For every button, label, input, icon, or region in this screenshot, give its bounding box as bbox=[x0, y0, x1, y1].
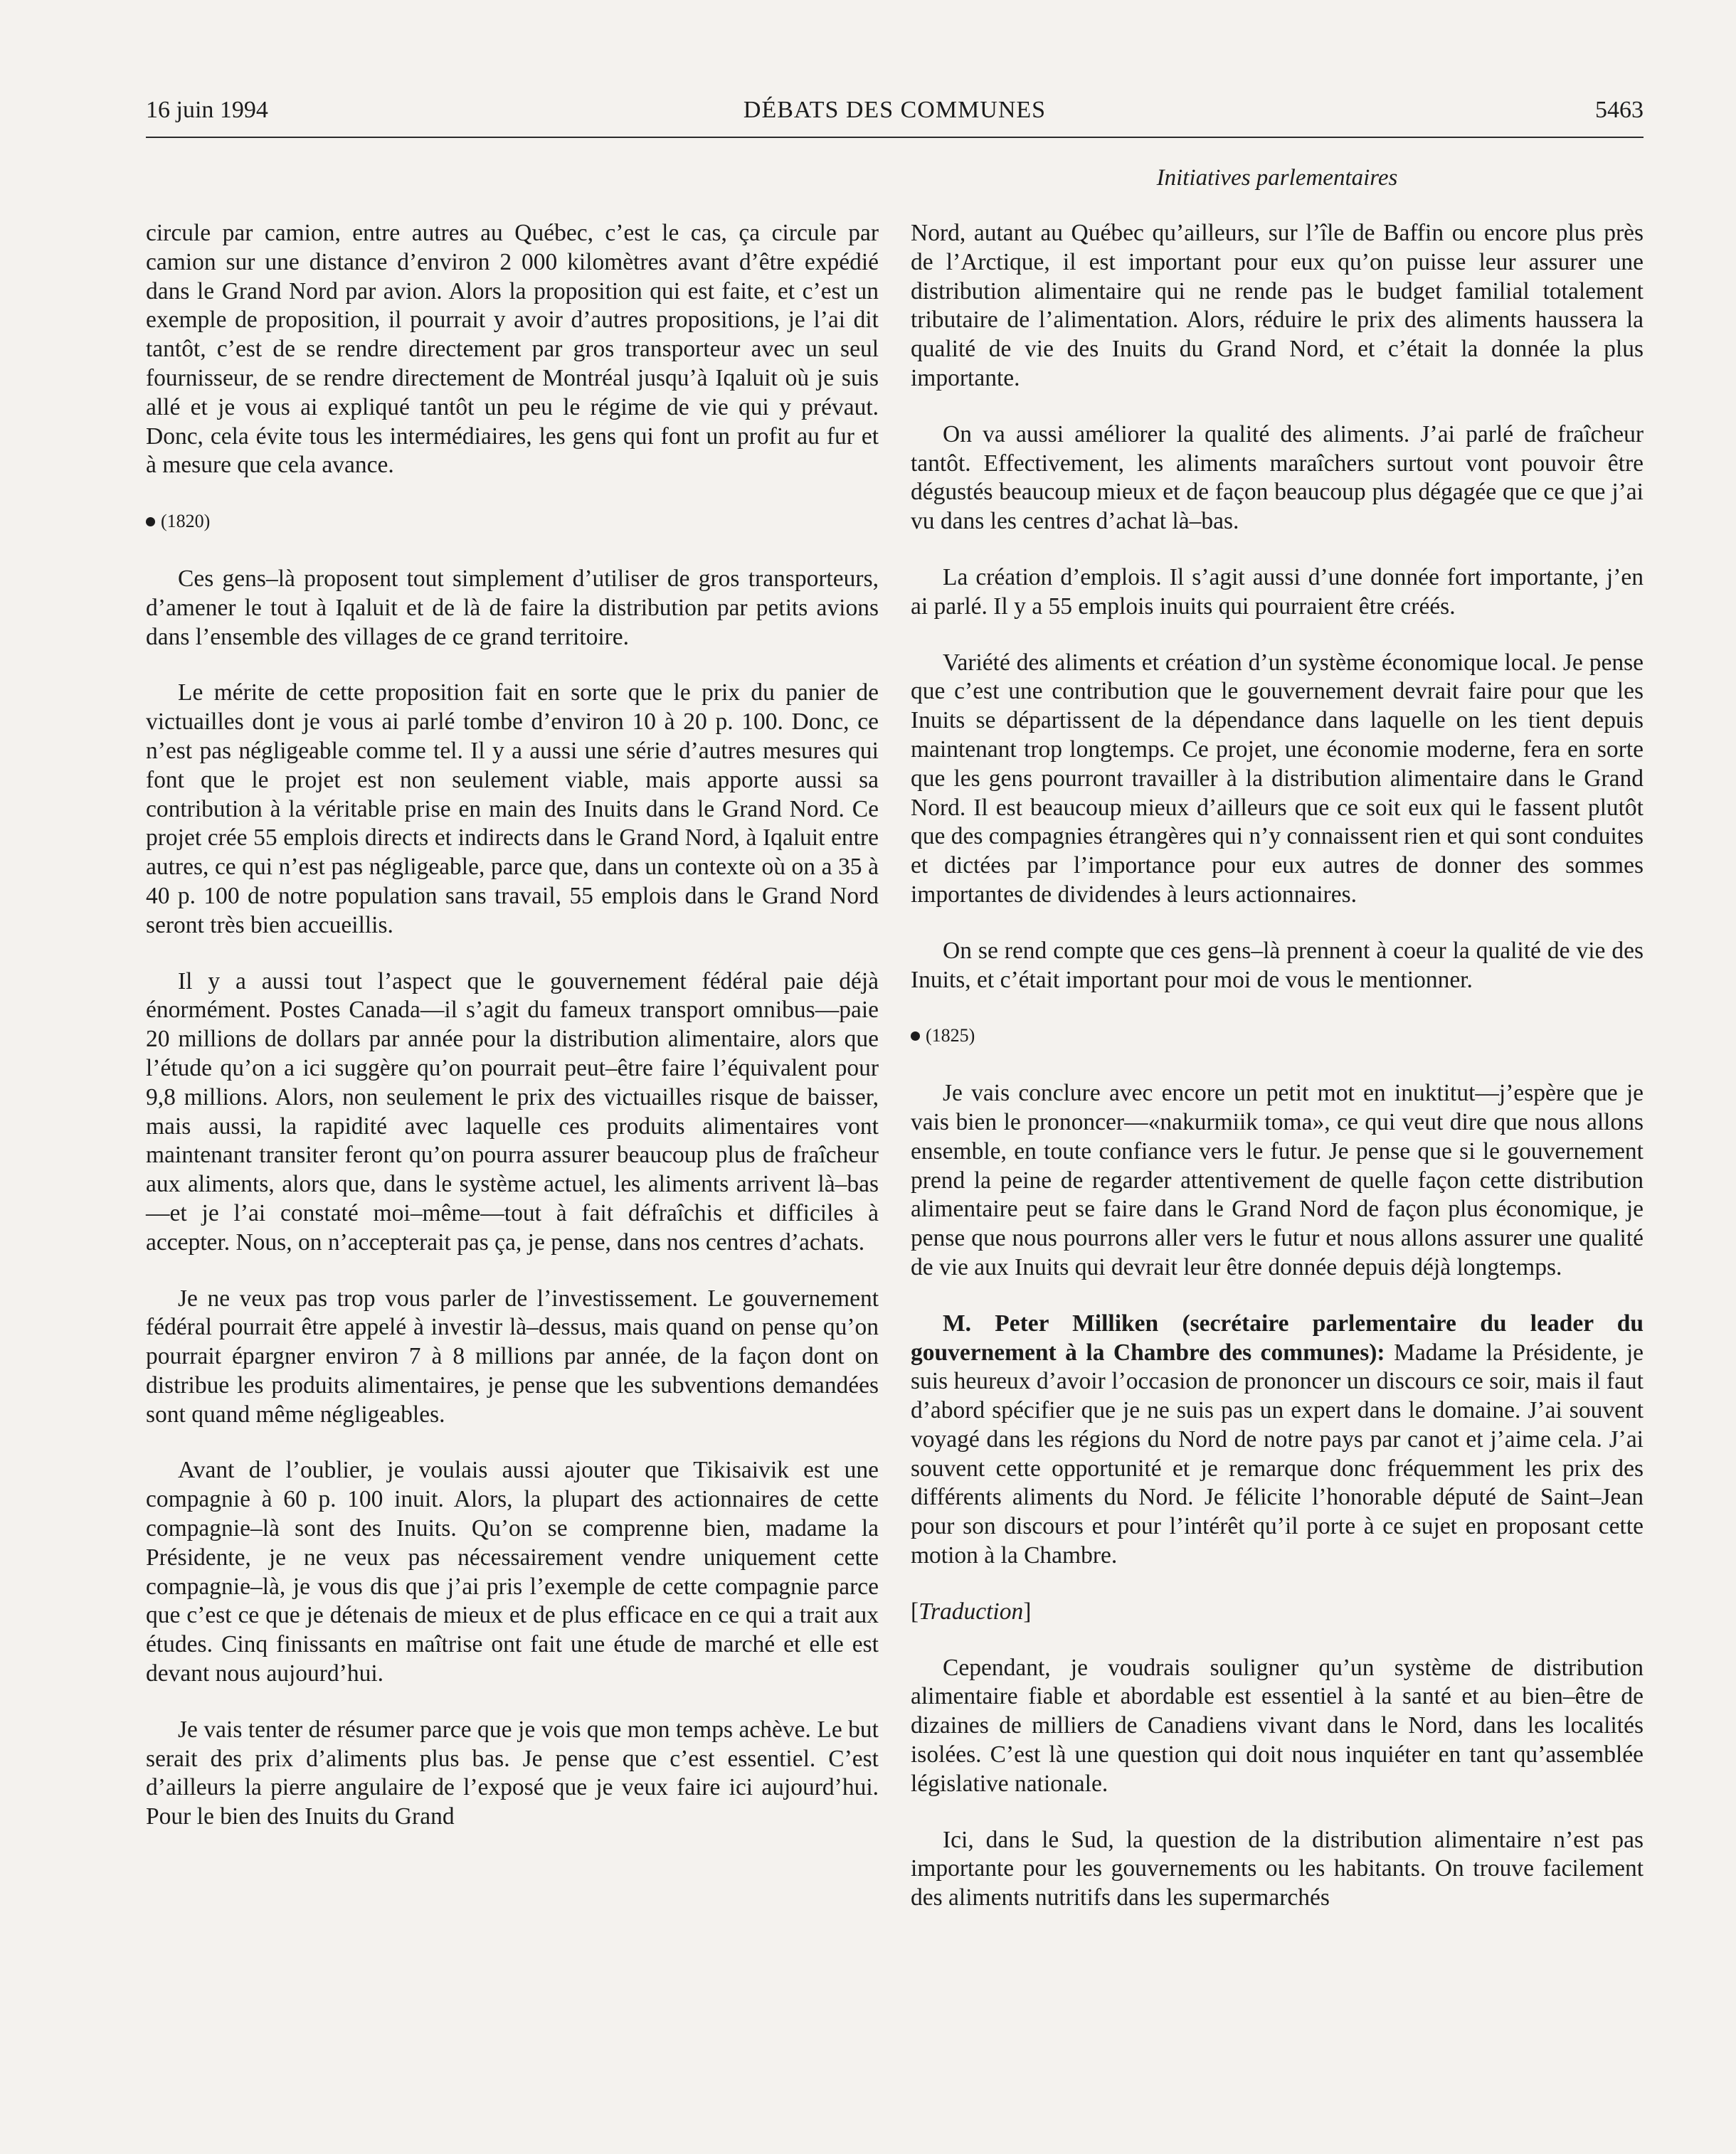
page-header bbox=[146, 94, 1644, 138]
paragraph: Il y a aussi tout l’aspect que le gouvernement fédéral paie déjà énormément. Postes Canada—il s’agit du fameux transport omnibus—paie 20 millions de dollars par année pour la distribution alimentaire, alors que l’étude qu’on a ici suggère qu’on pourrait peut–être faire l’équivalent pour 9,8 millions. Alors, non seulement le prix des victuailles risque de baisser, mais aussi, la rapidité avec laquelle ces produits alimentaires vont maintenant transiter feront qu’on pourra assurer beaucoup plus de fraîcheur aux aliments, alors que, dans le système actuel, les aliments arrivent là–bas—et je l’ai constaté moi–même—tout à fait défraîchis et difficiles à accepter. Nous, on n’accepterait pas ça, je pense, dans nos centres d’achats. bbox=[146, 967, 879, 1256]
paragraph: Variété des aliments et création d’un système économique local. Je pense que c’est une contribution que le gouvernement devrait faire pour que les Inuits se départissent de la dépendance dans laquelle on les tient depuis maintenant trop longtemps. Ce projet, une économie moderne, fera en sorte que les gens pourront travailler à la distribution alimentaire dans le Grand Nord. Il est beaucoup mieux d’ailleurs que ce soit eux qui le fassent plutôt que des compagnies étrangères qui n’y connaissent rien et qui sont conduites et dictées par l’importance pour eux autres de donner des sommes importantes de dividendes à leurs actionnaires. bbox=[911, 649, 1644, 908]
paragraph: Ces gens–là proposent tout simplement d’utiliser de gros transporteurs, d’amener le tout à Iqaluit et de là de faire la distribution par petits avions dans l’ensemble des villages de ce grand territoire. bbox=[146, 565, 879, 650]
paragraph: La création d’emplois. Il s’agit aussi d’une donnée fort importante, j’en ai parlé. Il y a 55 emplois inuits qui pourraient être créés. bbox=[911, 563, 1644, 620]
left-column bbox=[146, 219, 879, 1859]
paragraph: circule par camion, entre autres au Québec, c’est le cas, ça circule par camion sur une distance d’environ 2 000 kilomètres avant d’être expédié dans le Grand Nord par avion. Alors la proposition qui est faite, et c’est un exemple de proposition, il pourrait y avoir d’autres propositions, je l’ai dit tantôt, c’est de se rendre directement par gros transporteur avec un seul fournisseur, de se rendre directement de Montréal jusqu’à Iqaluit où je suis allé et je vous ai expliqué tantôt un peu le régime de vie qui y prévaut. Donc, cela évite tous les intermédiaires, les gens qui font un profit au fur et à mesure que cela avance. bbox=[146, 220, 879, 479]
paragraph: Je vais conclure avec encore un petit mot en inuktitut—j’espère que je vais bien le prononcer—«nakurmiik toma», ce qui veut dire que nous allons ensemble, en toute confiance vers le futur. Je pense que si le gouvernement prend la peine de regarder attentivement de quelle façon cette distribution alimentaire peut se faire dans le Grand Nord de façon plus économique, je pense que nous pourrons aller vers le futur et nous allons assurer une qualité de vie aux Inuits qui devrait leur être donnée depuis déjà longtemps. bbox=[911, 1080, 1644, 1280]
section-title: Initiatives parlementaires bbox=[1156, 165, 1398, 191]
time-marker bbox=[911, 1022, 1644, 1051]
page-number: 5463 bbox=[1595, 97, 1644, 123]
paragraph: Avant de l’oublier, je voulais aussi ajouter que Tikisaivik est une compagnie à 60 p. 100 inuit. Alors, la plupart des actionnaires de cette compagnie–là sont des Inuits. Qu’on se comprenne bien, madame la Présidente, je ne veux pas nécessairement vendre uniquement cette compagnie–là, je vous dis que j’ai pris l’exemple de cette compagnie parce que c’est ce que je détenais de mieux et de plus efficace en ce qui a trait aux études. Cinq finissants en maîtrise ont fait une étude de marché et elle est devant nous aujourd’hui. bbox=[146, 1457, 879, 1687]
paragraph: Le mérite de cette proposition fait en sorte que le prix du panier de victuailles dont je vous ai parlé tombe d’environ 10 à 20 p. 100. Donc, ce n’est pas négligeable comme tel. Il y a aussi une série d’autres mesures qui font que le projet est non seulement viable, mais apporte aussi sa contribution à la véritable prise en main des Inuits dans le Grand Nord. Ce projet crée 55 emplois directs et indirects dans le Grand Nord, à Iqaluit entre autres, ce qui n’est pas négligeable, parce que, dans un contexte où on a 35 à 40 p. 100 de notre population sans travail, 55 emplois dans le Grand Nord seront très bien accueillis. bbox=[146, 679, 879, 938]
translation-note: [Traduction] bbox=[911, 1598, 1032, 1625]
bullet-icon bbox=[911, 1031, 920, 1041]
paragraph: Cependant, je voudrais souligner qu’un système de distribution alimentaire fiable et abordable est essentiel à la santé et au bien–être de dizaines de milliers de Canadiens vivant dans le Nord, dans les localités isolées. C’est là une question qui doit nous inquiéter en tant qu’assemblée législative nationale. bbox=[911, 1654, 1644, 1797]
translation-label: Traduction bbox=[919, 1598, 1024, 1625]
paragraph: Je ne veux pas trop vous parler de l’investissement. Le gouvernement fédéral pourrait être appelé à investir là–dessus, mais quand on pense qu’on pourrait épargner environ 7 à 8 millions par année, de la façon dont on distribue les produits alimentaires, je pense que les subventions demandées sont quand même négligeables. bbox=[146, 1285, 879, 1428]
speaker-paragraph bbox=[911, 1310, 1644, 1571]
paragraph: Ici, dans le Sud, la question de la distribution alimentaire n’est pas importante pour les gouvernements ou les habitants. On trouve facilement des aliments nutritifs dans les supermarchés bbox=[911, 1826, 1644, 1911]
header-date: 16 juin 1994 bbox=[146, 97, 268, 123]
time-marker bbox=[146, 507, 879, 536]
paragraph: Nord, autant au Québec qu’ailleurs, sur l’île de Baffin ou encore plus près de l’Arctique, il est important pour eux qu’on puisse leur assurer une distribution alimentaire qui ne rende pas le budget familial totalement tributaire de l’alimentation. Alors, réduire le prix des aliments haussera la qualité de vie des Inuits du Grand Nord, et c’était la donnée la plus importante. bbox=[911, 220, 1644, 391]
paragraph: On va aussi améliorer la qualité des aliments. J’ai parlé de fraîcheur tantôt. Effectivement, les aliments maraîchers surtout vont pouvoir être dégustés beaucoup mieux et de façon beaucoup plus dégagée que ce que j’ai vu dans les centres d’achat là–bas. bbox=[911, 420, 1644, 535]
time-marker-label: (1820) bbox=[161, 511, 211, 532]
speaker-text: Madame la Présidente, je suis heureux d’avoir l’occasion de prononcer un discours ce soir, mais il faut d’abord spécifier que je ne suis pas un expert dans le domaine. J’ai souvent voyagé dans les régions du Nord de notre pays par canot et j’aime cela. J’ai souvent cette opportunité et je remarque donc fréquemment les prix des différents aliments du Nord. Je félicite l’honorable député de Saint–Jean pour son discours et pour l’intérêt qu’il porte à ce sujet en proposant cette motion à la Chambre. bbox=[911, 1339, 1644, 1569]
header-title: DÉBATS DES COMMUNES bbox=[743, 97, 1047, 123]
bullet-icon bbox=[146, 517, 155, 526]
speaker-name: M. Peter Milliken (secrétaire parlementaire du leader du gouvernement à la Chambre des communes): bbox=[911, 1310, 1644, 1366]
paragraph: On se rend compte que ces gens–là prennent à coeur la qualité de vie des Inuits, et c’était important pour moi de vous le mentionner. bbox=[911, 937, 1644, 993]
time-marker-label: (1825) bbox=[926, 1025, 975, 1046]
paragraph: Je vais tenter de résumer parce que je vois que mon temps achève. Le but serait des prix d’aliments plus bas. Je pense que c’est essentiel. C’est d’ailleurs la pierre angulaire de l’exposé que je veux faire ici aujourd’hui. Pour le bien des Inuits du Grand bbox=[146, 1716, 879, 1830]
right-column bbox=[911, 219, 1644, 1940]
